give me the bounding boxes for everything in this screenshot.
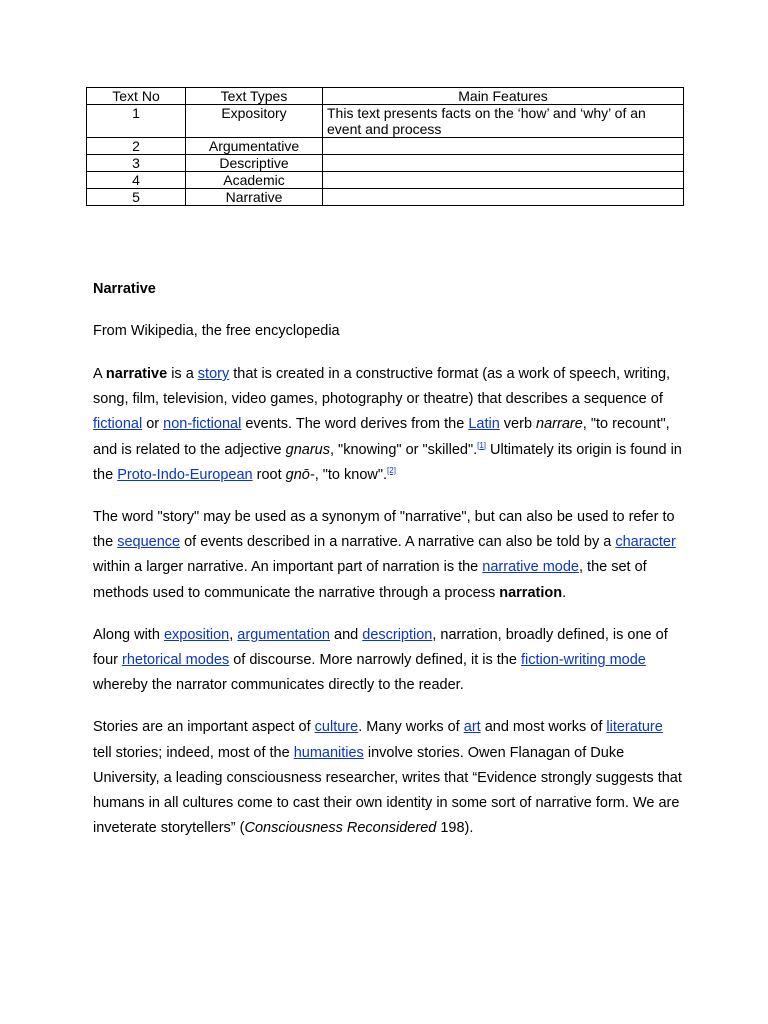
paragraph-definition: [93, 362, 683, 488]
cell-text-no: 1: [87, 105, 186, 138]
table-row: [87, 105, 684, 138]
cell-text-no: 5: [87, 189, 186, 206]
text: events. The word derives from the: [241, 416, 469, 433]
text: . Many works of: [358, 719, 464, 736]
cell-text-type: Narrative: [186, 189, 323, 206]
text: verb: [499, 416, 537, 433]
text: of events described in a narrative. A narrative can also be told by a: [180, 534, 616, 551]
cell-main-feature: [323, 189, 684, 206]
header-text-types: Text Types: [186, 88, 323, 105]
link-fictional[interactable]: fictional: [93, 416, 143, 433]
text: involve stories. Owen Flanagan of Duke University, a leading consciousness researcher, writes that “Evidence strongly suggests that humans in all cultures come to cast their own identity in some sort of narrative form. We are inveterate storytellers” (: [93, 744, 682, 837]
link-rhetorical-modes[interactable]: rhetorical modes: [122, 652, 230, 669]
text: Along with: [93, 626, 164, 643]
header-text-no: Text No: [87, 88, 186, 105]
link-humanities[interactable]: humanities: [293, 744, 364, 761]
reference-link[interactable]: [1]: [477, 440, 487, 450]
cell-text-no: 2: [87, 138, 186, 155]
table-row: [87, 172, 684, 189]
text: The word "story" may be used as a synonym of "narrative", but can also be used to refer to the: [93, 509, 675, 551]
link-narrative-mode[interactable]: narrative mode: [482, 559, 579, 576]
link-culture[interactable]: culture: [314, 719, 359, 736]
text: of discourse. More narrowly defined, it is the: [229, 652, 521, 669]
cell-main-feature: [323, 155, 684, 172]
bold-term: narrative: [105, 366, 168, 382]
text: , the set of methods used to communicate the narrative through a process: [93, 559, 647, 601]
text: is a: [167, 366, 198, 382]
text: tell stories; indeed, most of the: [93, 744, 294, 761]
text: or: [142, 416, 164, 433]
text: ,: [229, 626, 238, 643]
article-source: From Wikipedia, the free encyclopedia: [93, 323, 340, 339]
text-types-table: [86, 87, 684, 206]
text: , "to recount", and is related to the adjective: [93, 416, 670, 458]
link-story[interactable]: story: [197, 366, 230, 382]
link-sequence[interactable]: sequence: [117, 534, 181, 551]
link-art[interactable]: art: [463, 719, 481, 736]
cell-text-no: 3: [87, 155, 186, 172]
text: 198).: [436, 820, 474, 837]
text: , "to know".: [314, 466, 388, 483]
link-fiction-writing-mode[interactable]: fiction-writing mode: [520, 652, 646, 669]
article-body: [93, 278, 683, 858]
italic-term: gnarus: [285, 441, 330, 458]
link-description[interactable]: description: [362, 626, 433, 643]
text: Ultimately its origin is found in the: [93, 441, 682, 483]
bold-term: narration: [499, 584, 563, 601]
paragraph-rhetorical-modes: [93, 623, 683, 699]
italic-term: gnō-: [285, 466, 315, 483]
cell-main-feature: [323, 172, 684, 189]
link-non-fictional[interactable]: non-fictional: [163, 416, 242, 433]
paragraph-culture: [93, 715, 683, 841]
link-exposition[interactable]: exposition: [163, 626, 230, 643]
header-main-features: Main Features: [323, 88, 684, 105]
link-latin[interactable]: Latin: [468, 416, 500, 433]
text: .: [562, 584, 567, 601]
text: that is created in a constructive format (as a work of speech, writing, song, film, television, video games, photography or theatre) that describes a sequence of: [93, 366, 671, 408]
link-argumentation[interactable]: argumentation: [237, 626, 330, 643]
cell-text-type: Academic: [186, 172, 323, 189]
text: A: [93, 366, 106, 382]
text: , "knowing" or "skilled".: [330, 441, 478, 458]
table-row: [87, 189, 684, 206]
italic-term: narrare: [536, 416, 583, 433]
link-proto-indo-european[interactable]: Proto-Indo-European: [117, 466, 253, 483]
link-character[interactable]: character: [615, 534, 676, 551]
cell-text-type: Expository: [186, 105, 323, 138]
table-row: [87, 155, 684, 172]
text: and most works of: [480, 719, 607, 736]
text: root: [252, 466, 286, 483]
cell-text-type: Argumentative: [186, 138, 323, 155]
cell-main-feature: This text presents facts on the ‘how’ and ‘why’ of an event and process: [323, 105, 684, 138]
paragraph-story-synonym: [93, 505, 683, 606]
italic-title: Consciousness Reconsidered: [244, 820, 437, 837]
cell-main-feature: [323, 138, 684, 155]
text: whereby the narrator communicates directly to the reader.: [93, 677, 464, 694]
text: Stories are an important aspect of: [93, 719, 315, 736]
article-heading: Narrative: [93, 281, 156, 297]
table-row: [87, 138, 684, 155]
text: , narration, broadly defined, is one of four: [93, 626, 668, 669]
table-header-row: [87, 88, 684, 105]
cell-text-no: 4: [87, 172, 186, 189]
link-literature[interactable]: literature: [606, 719, 663, 736]
cell-text-type: Descriptive: [186, 155, 323, 172]
text: within a larger narrative. An important part of narration is the: [93, 559, 483, 576]
reference-link[interactable]: [2]: [387, 465, 396, 475]
text: and: [330, 626, 363, 643]
